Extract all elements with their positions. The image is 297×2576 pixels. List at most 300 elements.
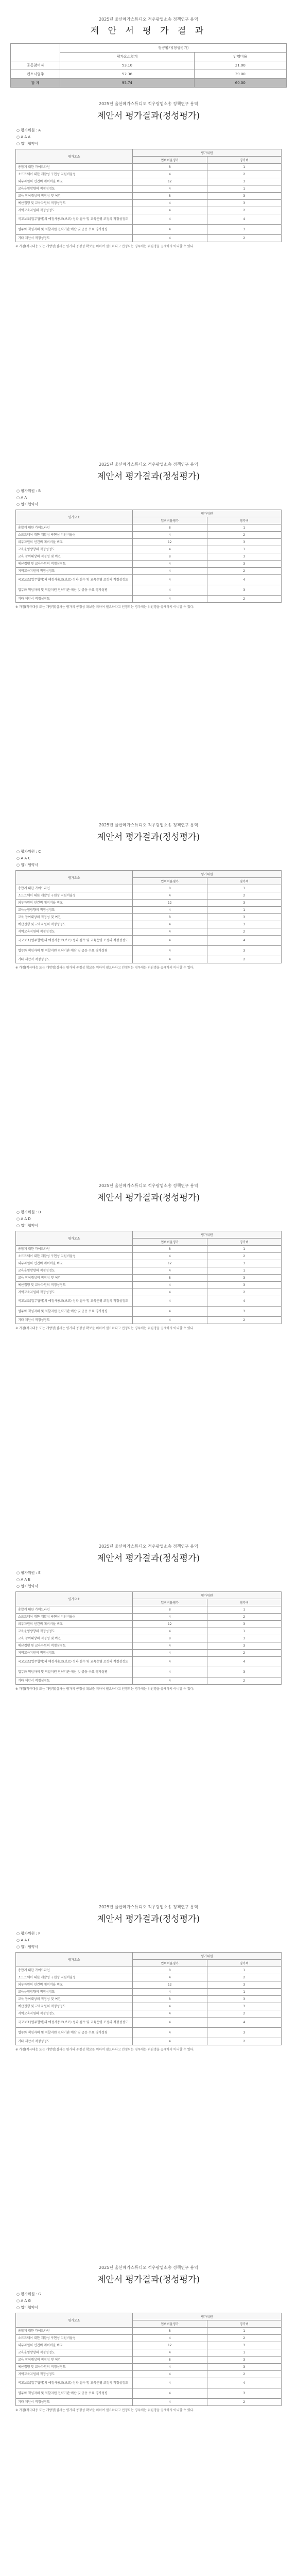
eval-b-cell: 3: [207, 1282, 282, 1289]
eval-item-cell: 업무와 책임자의 및 역할지원 전략기관 예산 및 공동 수요 평가성평: [16, 2388, 133, 2399]
eval-item-cell: 외부자원의 인건비 예비비율 비교: [16, 1981, 133, 1989]
eval-b-cell: 2: [207, 1650, 282, 1657]
eval-b-cell: 4: [207, 936, 282, 946]
eval-a-cell: 8: [133, 193, 207, 200]
eval-a-cell: 12: [133, 2342, 207, 2349]
eval-item-cell: 교육운영방향의 적정성정도: [16, 1989, 133, 1996]
eval-col-a: 업비비율평가: [133, 1960, 207, 1967]
summary-section: [0, 0, 297, 88]
eval-item-cell: 지역교육지원의 적정성정도: [16, 207, 133, 214]
eval-a-cell: 4: [133, 956, 207, 963]
eval-row: [16, 539, 282, 546]
eval-a-cell: 4: [133, 207, 207, 214]
eval-b-cell: 4: [207, 2018, 282, 2028]
eval-row: [16, 546, 282, 553]
eval-item-cell: 지역교육지원의 적정성정도: [16, 928, 133, 936]
checkbox-line: ○ 업비협약서: [16, 1584, 39, 1588]
eval-item-cell: 업무와 책임자의 및 역할지원 전략기관 예산 및 공동 수요 평가성평: [16, 946, 133, 956]
eval-b-cell: 3: [207, 178, 282, 185]
eval-b-cell: 3: [207, 193, 282, 200]
eval-row: [16, 1267, 282, 1275]
summary-header-group: 정량평가(정성평가): [60, 44, 287, 53]
eval-item-cell: 교육운영방향의 적정성정도: [16, 546, 133, 553]
eval-col-b: 평가비: [207, 157, 282, 164]
eval-row: [16, 2028, 282, 2038]
eval-a-cell: 4: [133, 2388, 207, 2399]
eval-row: [16, 2357, 282, 2364]
evaluation-sheet: [0, 448, 297, 809]
eval-row: [16, 1974, 282, 1981]
eval-a-cell: 4: [133, 561, 207, 568]
eval-b-cell: 4: [207, 1296, 282, 1307]
eval-b-cell: 3: [207, 1307, 282, 1317]
eval-item-cell: 교육운영방향의 적정성정도: [16, 907, 133, 914]
eval-b-cell: 1: [207, 1989, 282, 1996]
eval-row: [16, 900, 282, 907]
eval-b-cell: 3: [207, 1260, 282, 1267]
eval-row: [16, 2018, 282, 2028]
eval-row: [16, 1275, 282, 1282]
evaluator-line: ○ 평가위원 : E: [16, 1571, 41, 1575]
eval-a-cell: 4: [133, 928, 207, 936]
eval-b-cell: 2: [207, 892, 282, 900]
summary-col-a: 평가요소합계: [60, 53, 194, 61]
eval-a-cell: 8: [133, 885, 207, 892]
eval-item-cell: 교육운영방향의 적정성정도: [16, 2349, 133, 2357]
eval-b-cell: 2: [207, 207, 282, 214]
eval-b-cell: 2: [207, 568, 282, 575]
eval-b-cell: 3: [207, 921, 282, 928]
eval-row: [16, 568, 282, 575]
summary-row-a: 53.10: [60, 61, 194, 70]
eval-b-cell: 3: [207, 2364, 282, 2371]
eval-b-cell: 3: [207, 585, 282, 596]
eval-rows: [16, 524, 282, 603]
eval-a-cell: 4: [133, 171, 207, 178]
eval-a-cell: 8: [133, 1606, 207, 1614]
eval-row: [16, 914, 282, 921]
eval-b-cell: 3: [207, 914, 282, 921]
eval-a-cell: 4: [133, 568, 207, 575]
eval-col-item: 평가요소: [16, 1231, 133, 1246]
eval-b-cell: 3: [207, 1981, 282, 1989]
eval-row: [16, 200, 282, 207]
summary-row: [11, 61, 287, 70]
checkbox-line: ○ 업비협약서: [16, 1224, 39, 1228]
eval-row: [16, 1289, 282, 1296]
sheet-note: ※ 가점(적극대응 또는 개방형)심사는 평가의 공정성 확보를 위하여 필요하다고 인정되는 경우에는 위원명을 공개하지 아니할 수 있다.: [15, 1687, 195, 1691]
eval-a-cell: 4: [133, 2371, 207, 2378]
eval-b-cell: 4: [207, 214, 282, 225]
evaluation-sheet: [0, 88, 297, 448]
eval-row: [16, 1307, 282, 1317]
evaluation-sheet: [0, 809, 297, 1170]
rank-line: ○ A A A: [16, 135, 31, 139]
summary-row-label: 공동참여자: [11, 61, 60, 70]
eval-a-cell: 4: [133, 2010, 207, 2018]
eval-b-cell: 2: [207, 1677, 282, 1685]
evaluator-line: ○ 평가위원 : B: [16, 489, 41, 493]
eval-a-cell: 4: [133, 936, 207, 946]
checkbox-line: ○ 업비협약서: [16, 863, 39, 867]
sheet-note: ※ 가점(적극대응 또는 개방형)심사는 평가의 공정성 확보를 위하여 필요하다고 인정되는 경우에는 위원명을 공개하지 아니할 수 있다.: [15, 966, 195, 970]
eval-b-cell: 2: [207, 2335, 282, 2342]
eval-item-cell: 총합계 대한 가이드라인: [16, 164, 133, 171]
eval-col-group: 평가위원: [133, 1953, 282, 1960]
eval-a-cell: 4: [133, 532, 207, 539]
eval-row: [16, 1967, 282, 1974]
eval-col-item: 평가요소: [16, 1953, 133, 1967]
eval-item-cell: 지역교육지원의 적정성정도: [16, 1650, 133, 1657]
summary-header-blank: [11, 44, 60, 61]
eval-b-cell: 4: [207, 1657, 282, 1667]
eval-b-cell: 3: [207, 1996, 282, 2003]
eval-b-cell: 1: [207, 164, 282, 171]
eval-a-cell: 4: [133, 1657, 207, 1667]
evaluator-line: ○ 평가위원 : D: [16, 1210, 41, 1214]
eval-col-a: 업비비율평가: [133, 157, 207, 164]
eval-b-cell: 1: [207, 185, 282, 193]
eval-item-cell: 국고보조(업무협약)의 예정사용료(보조) 성과 점수 및 교육운영 조정의 적정성정도: [16, 1657, 133, 1667]
eval-b-cell: 3: [207, 553, 282, 561]
eval-b-cell: 3: [207, 1635, 282, 1642]
evaluation-sheet: [0, 1891, 297, 2251]
eval-b-cell: 1: [207, 907, 282, 914]
eval-col-a: 업비비율평가: [133, 1239, 207, 1246]
eval-col-item: 평가요소: [16, 1592, 133, 1606]
eval-b-cell: 3: [207, 900, 282, 907]
eval-row: [16, 185, 282, 193]
eval-a-cell: 4: [133, 946, 207, 956]
eval-col-a: 업비비율평가: [133, 517, 207, 524]
eval-item-cell: 외부자원의 인건비 예비비율 비교: [16, 2342, 133, 2349]
eval-row: [16, 585, 282, 596]
evaluation-table: [15, 1231, 282, 1324]
eval-a-cell: 8: [133, 2328, 207, 2335]
eval-row: [16, 1657, 282, 1667]
eval-row: [16, 1667, 282, 1677]
eval-row: [16, 575, 282, 585]
eval-b-cell: 1: [207, 1606, 282, 1614]
rank-line: ○ A A: [16, 496, 27, 500]
eval-a-cell: 4: [133, 585, 207, 596]
eval-row: [16, 2364, 282, 2371]
evaluation-table: [15, 1952, 282, 2045]
eval-col-group: 평가위원: [133, 510, 282, 517]
eval-b-cell: 3: [207, 2003, 282, 2010]
eval-a-cell: 8: [133, 914, 207, 921]
eval-item-cell: 총합계 대한 가이드라인: [16, 1967, 133, 1974]
eval-a-cell: 12: [133, 539, 207, 546]
eval-row: [16, 1606, 282, 1614]
checkbox-line: ○ 업비협약서: [16, 1945, 39, 1949]
eval-row: [16, 2328, 282, 2335]
eval-item-cell: 지역교육지원의 적정성정도: [16, 568, 133, 575]
eval-item-cell: 외부자원의 인건비 예비비율 비교: [16, 900, 133, 907]
eval-row: [16, 2342, 282, 2349]
eval-row: [16, 532, 282, 539]
eval-b-cell: 2: [207, 235, 282, 242]
eval-a-cell: 4: [133, 225, 207, 235]
eval-item-cell: 교육 참여대상의 적정성 및 여건: [16, 1275, 133, 1282]
eval-item-cell: 업무와 책임자의 및 역할지원 전략기관 예산 및 공동 수요 평가성평: [16, 1667, 133, 1677]
eval-row: [16, 1981, 282, 1989]
eval-row: [16, 1989, 282, 1996]
eval-b-cell: 2: [207, 1289, 282, 1296]
eval-a-cell: 12: [133, 1621, 207, 1628]
eval-item-cell: 소프트웨어 대한 개발성 구현성 지원비율성: [16, 2335, 133, 2342]
eval-item-cell: 기타 제안서 적정성정도: [16, 2399, 133, 2406]
evaluation-table: [15, 149, 282, 242]
summary-row-b: 39.00: [194, 70, 286, 79]
eval-header-row: [16, 2313, 282, 2320]
eval-col-group: 평가위원: [133, 871, 282, 878]
eval-col-item: 평가요소: [16, 149, 133, 164]
summary-row-b: 60.00: [194, 79, 286, 88]
eval-a-cell: 4: [133, 1317, 207, 1324]
eval-a-cell: 4: [133, 1282, 207, 1289]
eval-item-cell: 기타 제안서 적정성정도: [16, 235, 133, 242]
eval-a-cell: 4: [133, 1642, 207, 1650]
eval-item-cell: 지역교육지원의 적정성정도: [16, 2010, 133, 2018]
eval-col-b: 평가비: [207, 1599, 282, 1606]
eval-b-cell: 2: [207, 2038, 282, 2045]
sheet-sup-title: 2025년 울산메가스튜디오 적우광업소송 정책연구 용역: [99, 462, 198, 467]
eval-a-cell: 8: [133, 2357, 207, 2364]
sheet-note: ※ 가점(적극대응 또는 개방형)심사는 평가의 공정성 확보를 위하여 필요하다고 인정되는 경우에는 위원명을 공개하지 아니할 수 있다.: [15, 605, 195, 609]
summary-row-a: 52.36: [60, 70, 194, 79]
eval-b-cell: 3: [207, 2028, 282, 2038]
evaluation-table: [15, 870, 282, 963]
evaluation-sheets: [0, 88, 297, 2576]
eval-item-cell: 교육운영방향의 적정성정도: [16, 1267, 133, 1275]
eval-a-cell: 4: [133, 575, 207, 585]
eval-item-cell: 소프트웨어 대한 개발성 구현성 지원비율성: [16, 171, 133, 178]
eval-b-cell: 3: [207, 2342, 282, 2349]
eval-item-cell: 총합계 대한 가이드라인: [16, 1246, 133, 1253]
eval-item-cell: 총합계 대한 가이드라인: [16, 2328, 133, 2335]
evaluator-line: ○ 평가위원 : A: [16, 128, 41, 132]
eval-a-cell: 4: [133, 2378, 207, 2388]
eval-row: [16, 1253, 282, 1260]
eval-a-cell: 4: [133, 2018, 207, 2028]
eval-a-cell: 4: [133, 1307, 207, 1317]
eval-a-cell: 12: [133, 900, 207, 907]
sheet-sup-title: 2025년 울산메가스튜디오 적우광업소송 정책연구 용역: [99, 1905, 198, 1909]
eval-row: [16, 2003, 282, 2010]
eval-row: [16, 1260, 282, 1267]
eval-a-cell: 8: [133, 1275, 207, 1282]
eval-a-cell: 4: [133, 185, 207, 193]
eval-row: [16, 596, 282, 603]
eval-a-cell: 4: [133, 1667, 207, 1677]
sheet-note: ※ 가점(적극대응 또는 개방형)심사는 평가의 공정성 확보를 위하여 필요하다고 인정되는 경우에는 위원명을 공개하지 아니할 수 있다.: [15, 1327, 195, 1330]
eval-item-cell: 예산집행 및 교육자원의 적정성정도: [16, 2003, 133, 2010]
eval-b-cell: 4: [207, 575, 282, 585]
eval-a-cell: 8: [133, 1967, 207, 1974]
eval-col-group: 평가위원: [133, 2313, 282, 2320]
eval-a-cell: 12: [133, 1981, 207, 1989]
eval-b-cell: 3: [207, 539, 282, 546]
evaluation-table: [15, 1591, 282, 1685]
eval-row: [16, 2399, 282, 2406]
eval-a-cell: 4: [133, 921, 207, 928]
eval-col-group: 평가위원: [133, 1231, 282, 1239]
eval-item-cell: 교육 참여대상의 적정성 및 여건: [16, 2357, 133, 2364]
eval-row: [16, 1677, 282, 1685]
eval-a-cell: 4: [133, 546, 207, 553]
eval-row: [16, 946, 282, 956]
eval-item-cell: 기타 제안서 적정성정도: [16, 1677, 133, 1685]
eval-item-cell: 외부자원의 인건비 예비비율 비교: [16, 539, 133, 546]
eval-b-cell: 1: [207, 1267, 282, 1275]
sheet-sup-title: 2025년 울산메가스튜디오 적우광업소송 정책연구 용역: [99, 101, 198, 106]
eval-b-cell: 3: [207, 2388, 282, 2399]
eval-b-cell: 1: [207, 1967, 282, 1974]
sheet-title: 제안서 평가결과(정성평가): [97, 2275, 200, 2285]
eval-b-cell: 2: [207, 2010, 282, 2018]
eval-col-a: 업비비율평가: [133, 1599, 207, 1606]
evaluation-table: [15, 510, 282, 603]
eval-row: [16, 225, 282, 235]
eval-row: [16, 1996, 282, 2003]
eval-a-cell: 8: [133, 1246, 207, 1253]
eval-a-cell: 4: [133, 1628, 207, 1635]
eval-a-cell: 4: [133, 2335, 207, 2342]
eval-item-cell: 업무와 책임자의 및 역할지원 전략기관 예산 및 공동 수요 평가성평: [16, 2028, 133, 2038]
eval-item-cell: 교육운영방향의 적정성정도: [16, 1628, 133, 1635]
eval-row: [16, 561, 282, 568]
eval-row: [16, 1282, 282, 1289]
eval-a-cell: 4: [133, 200, 207, 207]
eval-b-cell: 2: [207, 2399, 282, 2406]
eval-b-cell: 2: [207, 2371, 282, 2378]
eval-item-cell: 교육 참여대상의 적정성 및 여건: [16, 1996, 133, 2003]
eval-row: [16, 936, 282, 946]
eval-item-cell: 예산집행 및 교육자원의 적정성정도: [16, 1282, 133, 1289]
eval-a-cell: 4: [133, 1267, 207, 1275]
eval-item-cell: 총합계 대한 가이드라인: [16, 1606, 133, 1614]
eval-row: [16, 2371, 282, 2378]
eval-rows: [16, 1967, 282, 2045]
eval-item-cell: 소프트웨어 대한 개발성 구현성 지원비율성: [16, 1253, 133, 1260]
eval-a-cell: 4: [133, 1296, 207, 1307]
eval-row: [16, 178, 282, 185]
eval-item-cell: 소프트웨어 대한 개발성 구현성 지원비율성: [16, 1974, 133, 1981]
summary-sup-title: 2025년 울산메가스튜디오 적우광업소송 정책연구 용역: [99, 17, 198, 22]
eval-rows: [16, 164, 282, 242]
rank-line: ○ A A D: [16, 1217, 31, 1221]
eval-item-cell: 외부자원의 인건비 예비비율 비교: [16, 1621, 133, 1628]
eval-col-item: 평가요소: [16, 871, 133, 885]
eval-item-cell: 국고보조(업무협약)의 예정사용료(보조) 성과 점수 및 교육운영 조정의 적정성정도: [16, 2018, 133, 2028]
eval-item-cell: 교육 참여대상의 적정성 및 여건: [16, 553, 133, 561]
eval-a-cell: 4: [133, 907, 207, 914]
eval-a-cell: 8: [133, 524, 207, 532]
eval-item-cell: 업무와 책임자의 및 역할지원 전략기관 예산 및 공동 수요 평가성평: [16, 1307, 133, 1317]
eval-row: [16, 1296, 282, 1307]
evaluation-sheet: [0, 1170, 297, 1530]
eval-item-cell: 예산집행 및 교육자원의 적정성정도: [16, 200, 133, 207]
eval-b-cell: 3: [207, 225, 282, 235]
eval-item-cell: 기타 제안서 적정성정도: [16, 1317, 133, 1324]
eval-b-cell: 3: [207, 1667, 282, 1677]
eval-row: [16, 207, 282, 214]
eval-a-cell: 8: [133, 1635, 207, 1642]
eval-row: [16, 553, 282, 561]
eval-a-cell: 4: [133, 235, 207, 242]
eval-a-cell: 4: [133, 1974, 207, 1981]
eval-row: [16, 2335, 282, 2342]
summary-row-a: 95.74: [60, 79, 194, 88]
eval-row: [16, 1650, 282, 1657]
eval-row: [16, 1317, 282, 1324]
eval-row: [16, 1628, 282, 1635]
eval-b-cell: 3: [207, 200, 282, 207]
eval-a-cell: 8: [133, 164, 207, 171]
eval-item-cell: 예산집행 및 교육자원의 적정성정도: [16, 2364, 133, 2371]
eval-b-cell: 1: [207, 546, 282, 553]
eval-col-item: 평가요소: [16, 510, 133, 524]
sheet-note: ※ 가점(적극대응 또는 개방형)심사는 평가의 공정성 확보를 위하여 필요하다고 인정되는 경우에는 위원명을 공개하지 아니할 수 있다.: [15, 2048, 195, 2052]
eval-col-group: 평가위원: [133, 149, 282, 157]
sheet-sup-title: 2025년 울산메가스튜디오 적우광업소송 정책연구 용역: [99, 2265, 198, 2270]
eval-header-row: [16, 1953, 282, 1960]
eval-row: [16, 2010, 282, 2018]
checkbox-line: ○ 업비협약서: [16, 142, 39, 146]
rank-line: ○ A A C: [16, 856, 31, 860]
eval-item-cell: 외부자원의 인건비 예비비율 비교: [16, 178, 133, 185]
eval-item-cell: 소프트웨어 대한 개발성 구현성 지원비율성: [16, 892, 133, 900]
sheet-sup-title: 2025년 울산메가스튜디오 적우광업소송 정책연구 용역: [99, 823, 198, 827]
sheet-title: 제안서 평가결과(정성평가): [97, 111, 200, 121]
eval-row: [16, 956, 282, 963]
eval-item-cell: 교육 참여대상의 적정성 및 여건: [16, 914, 133, 921]
eval-row: [16, 907, 282, 914]
eval-a-cell: 4: [133, 596, 207, 603]
eval-row: [16, 235, 282, 242]
eval-b-cell: 2: [207, 1614, 282, 1621]
eval-row: [16, 1614, 282, 1621]
summary-total-row: [11, 79, 287, 88]
eval-row: [16, 2388, 282, 2399]
eval-header-row: [16, 1592, 282, 1599]
eval-b-cell: 2: [207, 596, 282, 603]
eval-b-cell: 2: [207, 171, 282, 178]
evaluator-line: ○ 평가위원 : C: [16, 850, 41, 854]
eval-item-cell: 교육운영방향의 적정성정도: [16, 185, 133, 193]
eval-b-cell: 3: [207, 1275, 282, 1282]
eval-row: [16, 164, 282, 171]
eval-item-cell: 업무와 책임자의 및 역할지원 전략기관 예산 및 공동 수요 평가성평: [16, 225, 133, 235]
eval-item-cell: 업무와 책임자의 및 역할지원 전략기관 예산 및 공동 수요 평가성평: [16, 585, 133, 596]
eval-item-cell: 지역교육지원의 적정성정도: [16, 1289, 133, 1296]
eval-b-cell: 2: [207, 532, 282, 539]
eval-a-cell: 4: [133, 1989, 207, 1996]
rank-line: ○ A A F: [16, 1938, 30, 1942]
eval-a-cell: 12: [133, 178, 207, 185]
summary-table: [10, 43, 287, 88]
eval-a-cell: 4: [133, 1289, 207, 1296]
eval-header-row: [16, 1231, 282, 1239]
checkbox-line: ○ 업비협약서: [16, 502, 39, 506]
eval-rows: [16, 885, 282, 963]
eval-a-cell: 4: [133, 1253, 207, 1260]
evaluator-line: ○ 평가위원 : F: [16, 1931, 41, 1936]
eval-row: [16, 193, 282, 200]
sheet-sup-title: 2025년 울산메가스튜디오 적우광업소송 정책연구 용역: [99, 1544, 198, 1549]
summary-row: [11, 70, 287, 79]
